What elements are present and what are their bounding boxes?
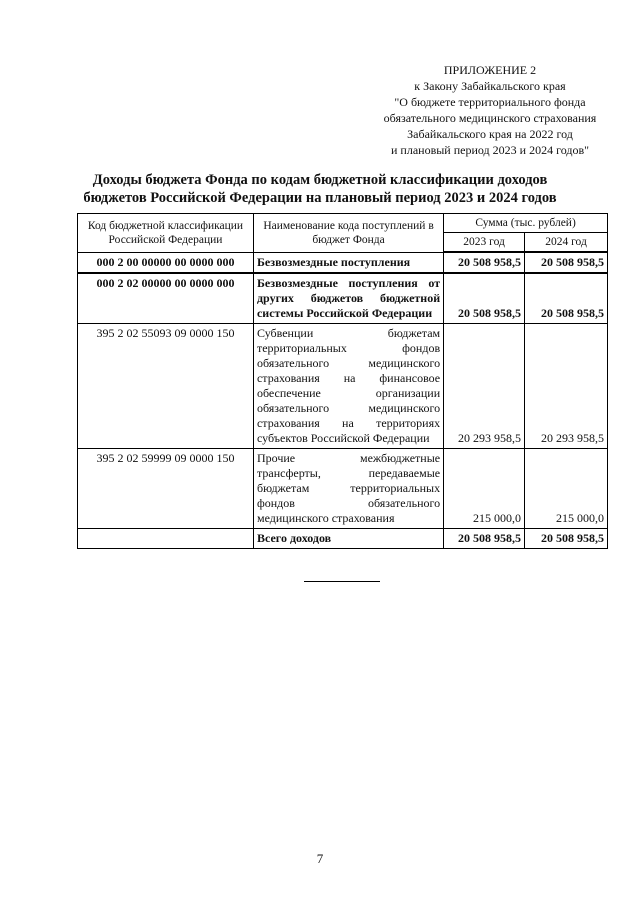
table-row [78, 449, 608, 529]
end-divider [304, 581, 380, 582]
appendix-line: Забайкальского края на 2022 год [407, 127, 573, 141]
row-code: 395 2 02 55093 09 0000 150 [78, 324, 254, 449]
header-year-2024: 2024 год [525, 233, 608, 253]
header-name: Наименование кода поступлений в бюджет Фонда [253, 214, 443, 253]
table-total-row [78, 529, 608, 549]
total-label: Всего доходов [253, 529, 443, 549]
row-name: Прочие межбюджетные трансферты, передаваемые бюджетам территориальных фондов обязательного медицинского страхования [253, 449, 443, 529]
header-code: Код бюджетной классификации Российской Федерации [78, 214, 254, 253]
appendix-header [360, 62, 620, 158]
appendix-line: "О бюджете территориального фонда [394, 95, 586, 109]
document-title [80, 171, 560, 207]
income-table [77, 213, 608, 549]
table-row [78, 324, 608, 449]
document-title-line: Доходы бюджета Фонда по кодам бюджетной классификации доходов [92, 172, 548, 188]
total-code [78, 529, 254, 549]
row-amount-2024: 20 508 958,5 [525, 252, 608, 273]
total-amount-2024: 20 508 958,5 [525, 529, 608, 549]
row-amount-2024: 20 293 958,5 [525, 324, 608, 449]
table-header-row [78, 214, 608, 233]
row-code: 000 2 00 00000 00 0000 000 [78, 252, 254, 273]
row-amount-2023: 20 508 958,5 [444, 252, 525, 273]
appendix-line: и плановый период 2023 и 2024 годов" [390, 143, 590, 157]
total-amount-2023: 20 508 958,5 [444, 529, 525, 549]
document-title-line: бюджетов Российской Федерации на плановый период 2023 и 2024 годов [83, 190, 557, 206]
row-code: 395 2 02 59999 09 0000 150 [78, 449, 254, 529]
row-name: Безвозмездные поступления [253, 252, 443, 273]
row-name: Субвенции бюджетам территориальных фондов обязательного медицинского страхования на финансовое обеспечение организации обязательного медицинского страхования на территориях субъектов Российской Федерации [253, 324, 443, 449]
appendix-line: к Закону Забайкальского края [414, 79, 566, 93]
row-amount-2024: 20 508 958,5 [525, 273, 608, 324]
header-year-2023: 2023 год [444, 233, 525, 253]
table-row [78, 252, 608, 273]
row-name: Безвозмездные поступления от других бюджетов бюджетной системы Российской Федерации [253, 273, 443, 324]
table-row [78, 273, 608, 324]
row-amount-2024: 215 000,0 [525, 449, 608, 529]
page-number: 7 [316, 851, 324, 866]
row-amount-2023: 215 000,0 [444, 449, 525, 529]
row-code: 000 2 02 00000 00 0000 000 [78, 273, 254, 324]
row-amount-2023: 20 508 958,5 [444, 273, 525, 324]
header-sum: Сумма (тыс. рублей) [444, 214, 608, 233]
appendix-title: ПРИЛОЖЕНИЕ 2 [443, 63, 537, 77]
row-amount-2023: 20 293 958,5 [444, 324, 525, 449]
appendix-line: обязательного медицинского страхования [383, 111, 597, 125]
